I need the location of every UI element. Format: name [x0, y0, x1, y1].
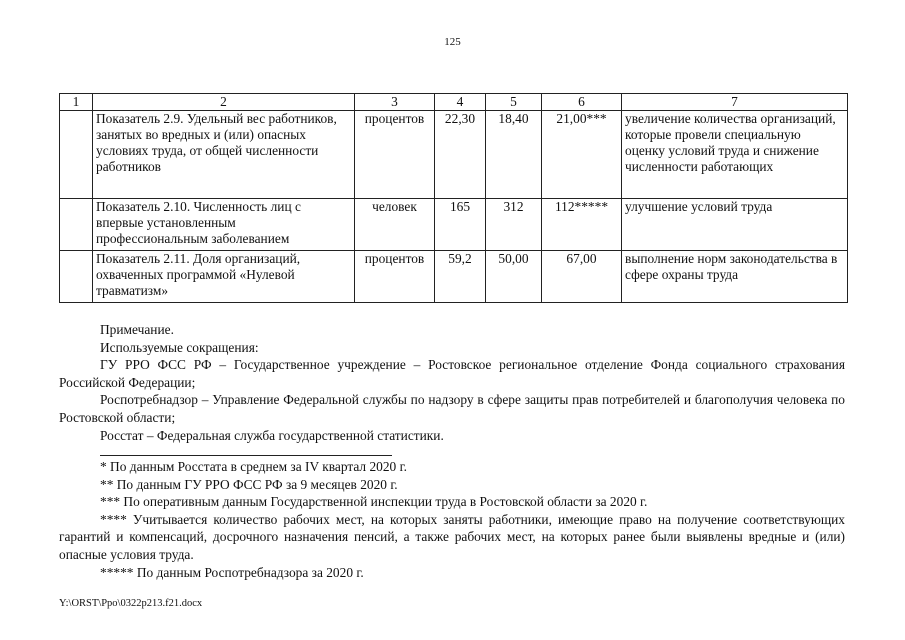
abbrev-item: Роспотребнадзор – Управление Федеральной службы по надзору в сфере защиты прав потребителей и благополучия человека по Ростовской области; — [59, 392, 845, 425]
unit-cell: человек — [355, 199, 435, 251]
footnote-separator — [100, 455, 392, 456]
table-row — [60, 199, 848, 251]
row-number-cell — [60, 199, 93, 251]
footnote: ** По данным ГУ РРО ФСС РФ за 9 месяцев 2020 г. — [100, 476, 398, 492]
indicator-cell: Показатель 2.11. Доля организаций, охваченных программой «Нулевой травматизм» — [93, 251, 355, 303]
indicators-table — [59, 93, 848, 303]
abbrev-item: ГУ РРО ФСС РФ – Государственное учреждение – Ростовское региональное отделение Фонда социального страхования Российской Федерации; — [59, 357, 845, 390]
row-number-cell — [60, 111, 93, 199]
value-cell: 67,00 — [542, 251, 622, 303]
footnotes-section — [59, 458, 845, 581]
header-cell: 4 — [435, 94, 486, 111]
footnote: ***** По данным Роспотребнадзора за 2020 г. — [100, 564, 364, 580]
unit-cell: процентов — [355, 111, 435, 199]
header-cell: 3 — [355, 94, 435, 111]
table-header-row — [60, 94, 848, 111]
value-cell: 59,2 — [435, 251, 486, 303]
row-number-cell — [60, 251, 93, 303]
table-row — [60, 251, 848, 303]
header-cell: 2 — [93, 94, 355, 111]
header-cell: 1 — [60, 94, 93, 111]
abbrev-item: Росстат – Федеральная служба государственной статистики. — [100, 427, 444, 443]
notes-section — [59, 321, 845, 444]
value-cell: 312 — [486, 199, 542, 251]
value-cell: 50,00 — [486, 251, 542, 303]
result-cell: увеличение количества организаций, которые провели специальную оценку условий труда и снижение численности работающих — [622, 111, 848, 199]
header-cell: 5 — [486, 94, 542, 111]
abbrev-title: Используемые сокращения: — [100, 339, 259, 355]
header-cell: 7 — [622, 94, 848, 111]
footnote: * По данным Росстата в среднем за IV квартал 2020 г. — [100, 459, 407, 474]
value-cell: 112***** — [542, 199, 622, 251]
value-cell: 22,30 — [435, 111, 486, 199]
unit-cell: процентов — [355, 251, 435, 303]
footnote: *** По оперативным данным Государственной инспекции труда в Ростовской области за 2020 г. — [100, 494, 648, 510]
table-row — [60, 111, 848, 199]
value-cell: 165 — [435, 199, 486, 251]
notes-title: Примечание. — [100, 322, 174, 337]
indicator-cell: Показатель 2.10. Численность лиц с впервые установленным профессиональным заболеванием — [93, 199, 355, 251]
value-cell: 18,40 — [486, 111, 542, 199]
page-number: 125 — [444, 36, 461, 48]
result-cell: улучшение условий труда — [622, 199, 848, 251]
result-cell: выполнение норм законодательства в сфере охраны труда — [622, 251, 848, 303]
value-cell: 21,00*** — [542, 111, 622, 199]
indicator-cell: Показатель 2.9. Удельный вес работников, занятых во вредных и (или) опасных условиях труда, от общей численности работников — [93, 111, 355, 199]
footnote: **** Учитывается количество рабочих мест, на которых заняты работники, имеющие право на получение соответствующих гарантий и компенсаций, досрочного назначения пенсий, а также рабочих мест, на которых ранее были выявлены вредные и (или) опасные условия труда. — [59, 511, 845, 562]
file-path: Y:\ORST\Ppo\0322p213.f21.docx — [59, 598, 203, 609]
header-cell: 6 — [542, 94, 622, 111]
